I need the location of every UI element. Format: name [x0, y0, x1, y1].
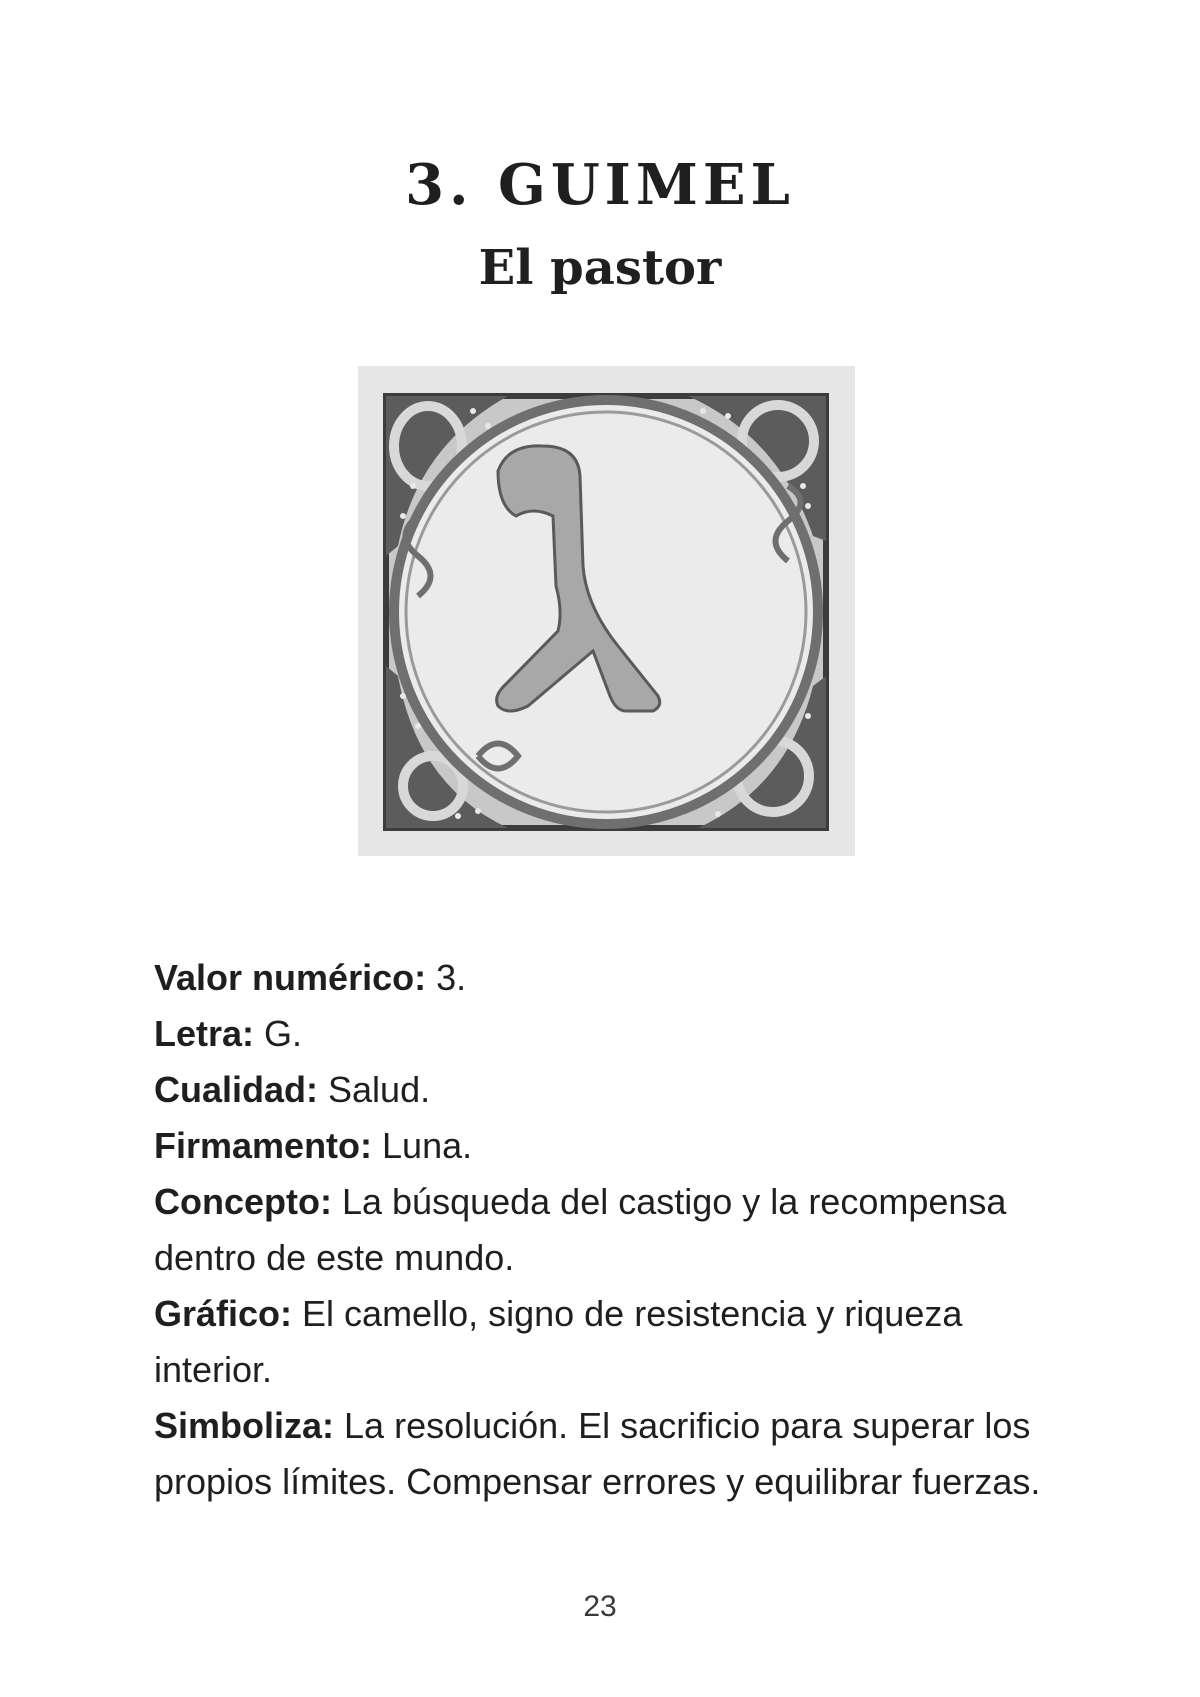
fact-label: Cualidad:	[154, 1069, 319, 1110]
illustration-circle	[394, 400, 818, 824]
fact-label: Simboliza:	[154, 1405, 335, 1446]
page-number: 23	[583, 1590, 617, 1623]
fact-valor-numerico	[154, 950, 1074, 1006]
fact-value: G.	[254, 1013, 303, 1054]
fact-label: Gráfico:	[154, 1293, 293, 1334]
gimel-letter-icon	[358, 366, 855, 856]
fact-label: Firmamento:	[154, 1125, 373, 1166]
fact-concepto	[154, 1174, 1074, 1286]
fact-firmamento	[154, 1118, 1074, 1174]
guimel-illustration	[358, 366, 855, 856]
page-title: 3. GUIMEL	[405, 152, 795, 218]
fact-grafico	[154, 1286, 1074, 1398]
fact-value: Salud.	[318, 1069, 431, 1110]
fact-value: El camello, signo de resistencia y riqueza interior.	[154, 1293, 963, 1390]
fact-letra	[154, 1006, 1074, 1062]
fact-value: La búsqueda del castigo y la recompensa dentro de este mundo.	[154, 1181, 1007, 1278]
svg-text:ᐧ: ᐧ	[738, 776, 743, 795]
fact-value: 3.	[426, 957, 467, 998]
fact-label: Valor numérico:	[154, 957, 427, 998]
fact-value: Luna.	[372, 1125, 473, 1166]
page-subtitle: El pastor	[478, 240, 722, 296]
fact-cualidad	[154, 1062, 1074, 1118]
fact-label: Concepto:	[154, 1181, 332, 1222]
fact-label: Letra:	[154, 1013, 255, 1054]
letter-facts	[154, 950, 1074, 1510]
fact-value: La resolución. El sacrificio para superar los propios límites. Compensar errores y equilibrar fuerzas.	[154, 1405, 1041, 1502]
fact-simboliza	[154, 1398, 1074, 1510]
